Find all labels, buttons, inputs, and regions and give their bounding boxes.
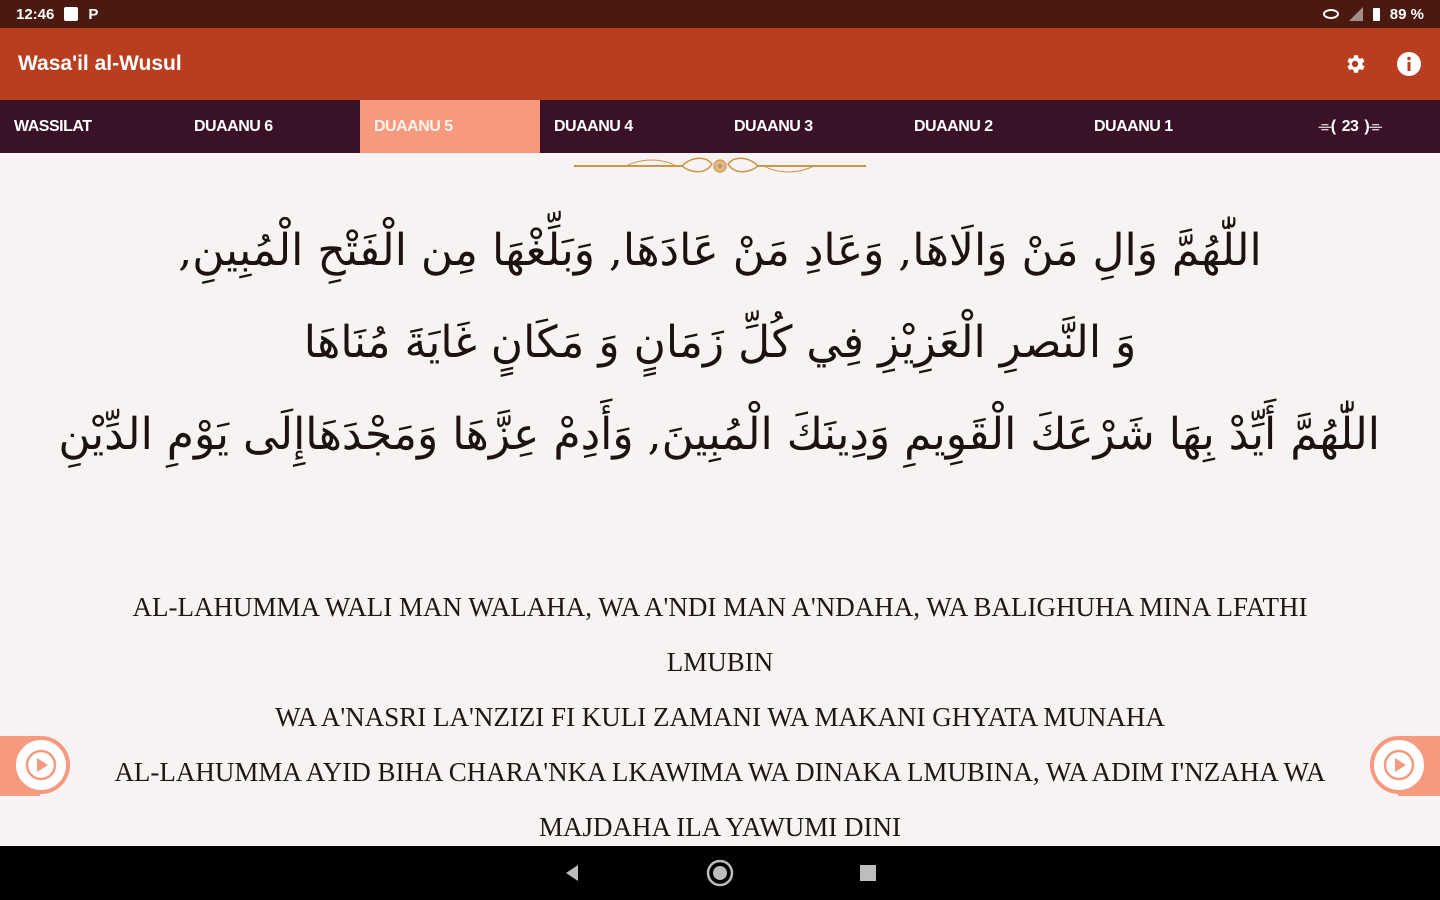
ornament-divider <box>572 152 868 182</box>
status-right <box>1323 6 1424 23</box>
home-button[interactable] <box>700 853 740 893</box>
tab-duaanu-5[interactable]: DUAANU 5 <box>360 100 540 153</box>
p-notification-icon: P <box>88 5 99 23</box>
app-title: Wasa'il al-Wusul <box>18 52 182 75</box>
tab-duaanu-1[interactable]: DUAANU 1 <box>1094 117 1173 135</box>
status-time: 12:46 <box>16 5 55 23</box>
image-notification-icon <box>64 7 78 21</box>
arabic-line-2: وَ النَّصرِ الْعَزِيْزِ فِي كُلِّ زَمَانٍ وَ مَكَانٍ غَايَةَ مُنَاهَا <box>303 317 1137 368</box>
back-icon <box>562 863 582 883</box>
play-icon <box>24 748 58 782</box>
transliteration-text <box>60 580 1380 855</box>
tab-wassilat[interactable]: WASSILAT <box>14 117 92 135</box>
tab-bar <box>0 100 1440 153</box>
right-flourish-icon: )⌯ <box>1364 117 1382 135</box>
gear-icon[interactable] <box>1342 51 1368 77</box>
tab-duaanu-2[interactable]: DUAANU 2 <box>914 117 993 135</box>
tab-23[interactable] <box>1260 100 1440 153</box>
play-left-button[interactable] <box>12 736 70 794</box>
status-left <box>16 6 98 23</box>
play-icon <box>1382 748 1416 782</box>
home-icon <box>705 858 735 888</box>
tab-duaanu-4[interactable]: DUAANU 4 <box>554 117 633 135</box>
left-flourish-icon: ⌯( <box>1318 117 1336 135</box>
arabic-line-1: اللّٰهُمَّ وَالِ مَنْ وَالَاهَا, وَعَادِ مَنْ عَادَهَا, وَبَلِّغْهَا مِن الْفَتْحِ الْمُبِينِ, <box>178 225 1262 276</box>
arabic-line-3: اللّٰهُمَّ أَيِّدْ بِهَا شَرْعَكَ الْقَوِيمِ وَدِينَكَ الْمُبِينَ, وَأَدِمْ عِزَّهَا وَمَجْدَهَاإِلَى يَوْمِ الدِّيْنِ <box>58 409 1380 460</box>
info-icon[interactable] <box>1396 51 1422 77</box>
translit-line-2: LMUBIN <box>666 647 774 677</box>
status-bar <box>0 0 1440 28</box>
tab-duaanu-3[interactable]: DUAANU 3 <box>734 117 813 135</box>
signal-icon <box>1349 7 1363 21</box>
nav-bar <box>0 846 1440 900</box>
tab-duaanu-6[interactable]: DUAANU 6 <box>194 117 273 135</box>
app-bar <box>0 28 1440 100</box>
translit-line-5: MAJDAHA ILA YAWUMI DINI <box>538 812 902 842</box>
battery-level: 89 % <box>1389 5 1424 23</box>
app-actions <box>1342 51 1422 77</box>
eye-icon <box>1323 9 1339 19</box>
translit-line-3: WA A'NASRI LA'NZIZI FI KULI ZAMANI WA MAKANI GHYATA MUNAHA <box>275 702 1165 732</box>
recents-icon <box>859 864 877 882</box>
tab-23-label: 23 <box>1341 117 1359 135</box>
battery-icon <box>1373 8 1380 21</box>
translit-line-4: AL-LAHUMMA AYID BIHA CHARA'NKA LKAWIMA WA DINAKA LMUBINA, WA ADIM I'NZAHA WA <box>114 757 1326 787</box>
translit-line-1: AL-LAHUMMA WALI MAN WALAHA, WA A'NDI MAN A'NDAHA, WA BALIGHUHA MINA LFATHI <box>132 592 1308 622</box>
back-button[interactable] <box>552 853 592 893</box>
arabic-text <box>60 205 1380 481</box>
play-right-button[interactable] <box>1370 736 1428 794</box>
recents-button[interactable] <box>848 853 888 893</box>
